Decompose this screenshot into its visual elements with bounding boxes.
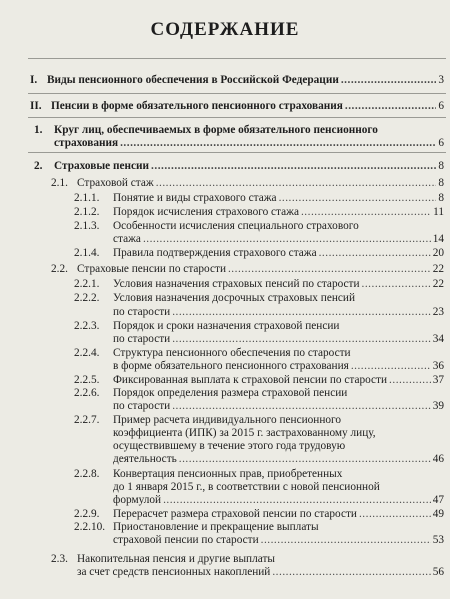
toc-page: 14 [432, 233, 444, 245]
toc-line [113, 453, 444, 466]
leader-dots [345, 100, 436, 113]
toc-page: 34 [432, 333, 444, 345]
toc-title: Порядок и сроки назначения страховой пенсии [113, 320, 340, 332]
toc-title: Накопительная пенсия и другие выплаты [77, 553, 275, 565]
toc-title: Особенности исчисления специального страхового [113, 220, 359, 232]
toc-number: 2.2.2. [74, 292, 100, 304]
toc-title: Понятие и виды страхового стажа [113, 192, 277, 204]
page-title: СОДЕРЖАНИЕ [150, 19, 300, 40]
toc-number: 2.1.3. [74, 220, 100, 232]
toc-page: 22 [432, 278, 444, 290]
leader-dots [341, 74, 437, 87]
toc-title: по старости [113, 400, 171, 412]
toc-title: формулой [113, 494, 162, 506]
toc-title: Структура пенсионного обеспечения по старости [113, 347, 351, 359]
divider [28, 58, 446, 59]
toc-number: II. [30, 100, 42, 112]
leader-dots [228, 263, 431, 276]
toc-line [113, 333, 444, 346]
toc-title: Фиксированная выплата к страховой пенсии по старости [113, 374, 388, 386]
toc-title: Пример расчета индивидуального пенсионного [113, 414, 342, 426]
toc-page: 23 [432, 306, 444, 318]
toc-page: 56 [432, 566, 444, 578]
toc-line [113, 206, 444, 219]
toc-line [113, 508, 444, 521]
toc-title: стажа [113, 233, 141, 245]
leader-dots [319, 247, 431, 260]
leader-dots [172, 400, 431, 413]
toc-number: 2.1. [51, 177, 68, 189]
leader-dots [359, 508, 431, 521]
toc-title: Приостановление и прекращение выплаты [113, 521, 319, 533]
divider [28, 117, 446, 118]
toc-title: Страховой стаж [77, 177, 154, 189]
toc-line [77, 263, 444, 276]
toc-number: 2.2.9. [74, 508, 100, 520]
toc-title: Порядок определения размера страховой пенсии [113, 387, 348, 399]
toc-line [113, 192, 444, 205]
toc-page: 11 [433, 206, 444, 218]
toc-page: 36 [432, 360, 444, 372]
leader-dots [172, 333, 431, 346]
leader-dots [351, 360, 431, 373]
leader-dots [143, 233, 431, 246]
toc-title: Перерасчет размера страховой пенсии по старости [113, 508, 357, 520]
toc-page: 47 [432, 494, 444, 506]
toc-title: деятельность [113, 453, 177, 465]
toc-title: по старости [113, 333, 171, 345]
toc-number: 2. [34, 160, 43, 172]
toc-title: страховой пенсии по старости [113, 534, 259, 546]
toc-title: Конвертация пенсионных прав, приобретенных [113, 468, 343, 480]
toc-line [54, 160, 444, 173]
toc-number: 2.2.8. [74, 468, 100, 480]
toc-title: за счет средств пенсионных накоплений [77, 566, 271, 578]
toc-number: 2.2.5. [74, 374, 100, 386]
toc-number: 2.2. [51, 263, 68, 275]
toc-title: Виды пенсионного обеспечения в Российской Федерации [47, 74, 339, 86]
toc-title: по старости [113, 306, 171, 318]
toc-page: 8 [438, 192, 444, 204]
toc-line [47, 74, 444, 87]
leader-dots [301, 206, 431, 219]
toc-page: 8 [438, 160, 444, 172]
toc-number: 2.2.10. [74, 521, 106, 533]
divider [28, 93, 446, 94]
toc-line [113, 306, 444, 319]
toc-title: Круг лиц, обеспечиваемых в форме обязательного пенсионного [54, 124, 378, 136]
toc-line [113, 278, 444, 291]
toc-page: 46 [432, 453, 444, 465]
toc-page: 20 [432, 247, 444, 259]
toc-title: Правила подтверждения страхового стажа [113, 247, 317, 259]
toc-line [54, 137, 444, 150]
toc-title: Пенсии в форме обязательного пенсионного страхования [51, 100, 343, 112]
toc-line [113, 400, 444, 413]
leader-dots [279, 192, 437, 205]
leader-dots [156, 177, 437, 190]
toc-line [51, 100, 444, 113]
leader-dots [151, 160, 436, 173]
toc-line [113, 247, 444, 260]
leader-dots [179, 453, 431, 466]
toc-number: 2.2.4. [74, 347, 100, 359]
toc-title: Страховые пенсии [54, 160, 150, 172]
toc-page: 37 [432, 374, 444, 386]
toc-page: 53 [432, 534, 444, 546]
toc-number: 2.3. [51, 553, 68, 565]
leader-dots [362, 278, 431, 291]
toc-title: Условия назначения досрочных страховых пенсий [113, 292, 355, 304]
toc-line [113, 534, 444, 547]
toc-page: 49 [432, 508, 444, 520]
toc-line [113, 494, 444, 507]
toc-page: 39 [432, 400, 444, 412]
toc-page: 22 [432, 263, 444, 275]
toc-number: 2.2.3. [74, 320, 100, 332]
toc-number: 1. [34, 124, 43, 136]
leader-dots [261, 534, 431, 547]
toc-title: Условия назначения страховых пенсий по старости [113, 278, 360, 290]
toc-line [113, 374, 444, 387]
divider [28, 152, 446, 153]
leader-dots [120, 137, 436, 150]
toc-line [113, 233, 444, 246]
leader-dots [163, 494, 431, 507]
toc-title: Порядок исчисления страхового стажа [113, 206, 299, 218]
toc-title: до 1 января 2015 г., в соответствии с новой пенсионной [113, 481, 380, 493]
toc-title: в форме обязательного пенсионного страхования [113, 360, 349, 372]
toc-number: 2.1.1. [74, 192, 100, 204]
toc-number: 2.2.1. [74, 278, 100, 290]
toc-line [77, 566, 444, 579]
toc-number: 2.2.7. [74, 414, 100, 426]
toc-number: 2.1.4. [74, 247, 100, 259]
toc-title: осуществившему в течение этого года трудовую [113, 440, 346, 452]
toc-line [77, 177, 444, 190]
leader-dots [389, 374, 431, 387]
toc-page: 6 [438, 137, 444, 149]
toc-page: 3 [438, 74, 444, 86]
leader-dots [272, 566, 430, 579]
leader-dots [172, 306, 431, 319]
toc-number: 2.2.6. [74, 387, 100, 399]
toc-line [113, 360, 444, 373]
toc-page: 6 [438, 100, 444, 112]
toc-title: коэффициента (ИПК) за 2015 г. застрахованному лицу, [113, 427, 376, 439]
toc-number: 2.1.2. [74, 206, 100, 218]
toc-page: 8 [438, 177, 444, 189]
toc-number: I. [30, 74, 38, 86]
toc-title: страхования [54, 137, 119, 149]
toc-title: Страховые пенсии по старости [77, 263, 226, 275]
